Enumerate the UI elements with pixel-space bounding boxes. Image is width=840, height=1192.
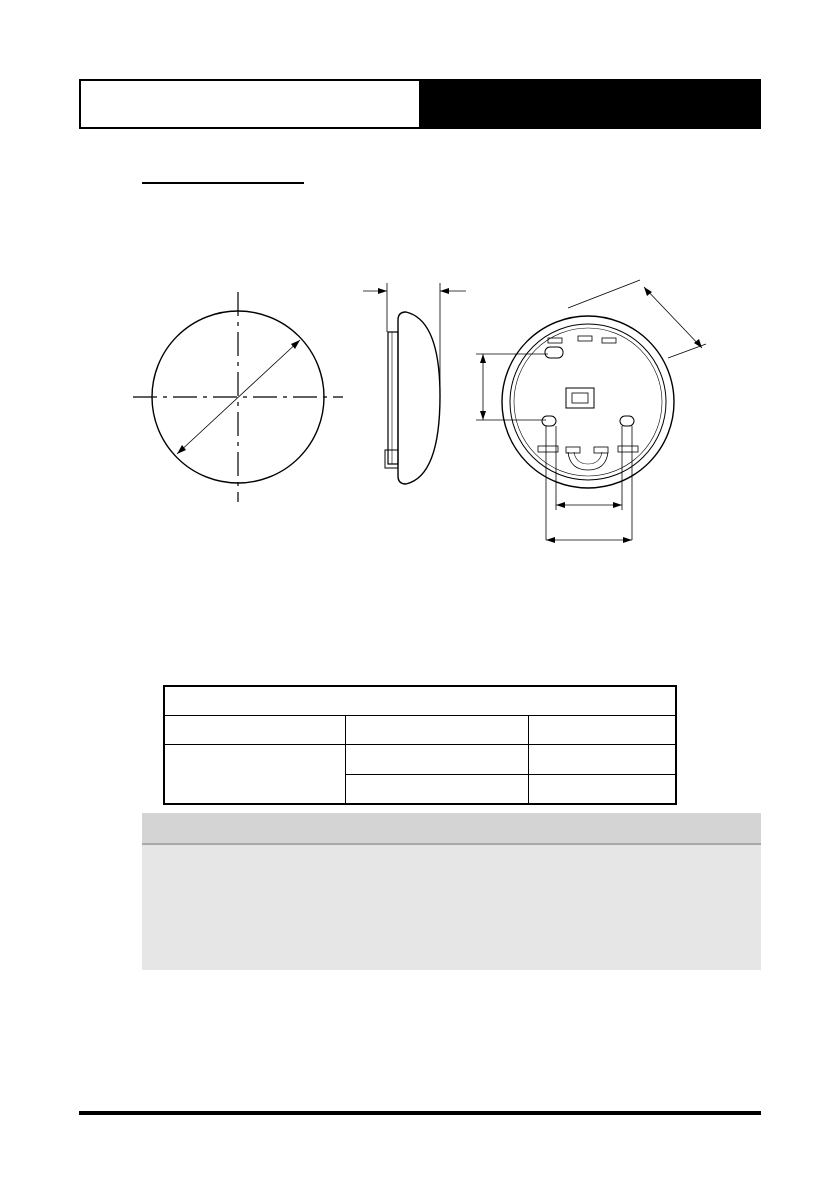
note-body <box>142 845 761 865</box>
spec-table <box>163 685 677 805</box>
table-header-cell <box>529 716 677 745</box>
note-heading <box>142 813 761 845</box>
table-cell <box>529 774 677 804</box>
front-view <box>133 292 343 502</box>
table-cell <box>346 745 529 774</box>
table-cell <box>529 745 677 774</box>
table-title <box>164 686 676 716</box>
table-cell <box>346 774 529 804</box>
table-header-cell <box>164 716 346 745</box>
side-view <box>363 283 466 484</box>
table-cell <box>164 745 346 804</box>
note-box <box>142 813 761 970</box>
back-view <box>476 280 706 543</box>
footer-rule <box>79 1111 761 1115</box>
table-header-cell <box>346 716 529 745</box>
